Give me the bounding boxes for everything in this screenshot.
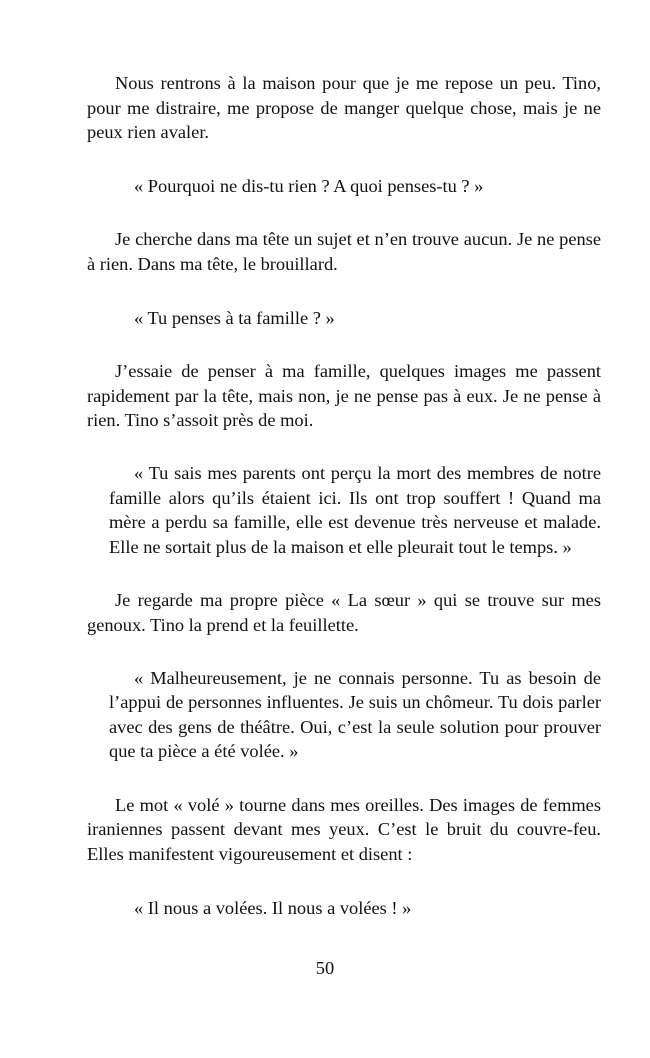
paragraph-3: J’essaie de penser à ma famille, quelques images me passent rapidement par la tête, mais non, je ne pense pas à eux. Je ne pense à rien. Tino s’assoit près de moi. bbox=[87, 361, 601, 431]
paragraph-1: Nous rentrons à la maison pour que je me repose un peu. Tino, pour me distraire, me propose de manger quelque chose, mais je ne peux rien avaler. bbox=[87, 73, 601, 143]
paragraph-5: Le mot « volé » tourne dans mes oreilles. Des images de femmes iraniennes passent devant mes yeux. C’est le bruit du couvre-feu. Elles manifestent vigoureusement et disent : bbox=[87, 794, 601, 865]
dialogue-line-3: « Il nous a volées. Il nous a volées ! » bbox=[134, 897, 412, 918]
dialogue-line-2: « Tu penses à ta famille ? » bbox=[134, 307, 335, 328]
page-number: 50 bbox=[315, 958, 335, 978]
dialogue-line-1: « Pourquoi ne dis-tu rien ? A quoi penses-tu ? » bbox=[134, 175, 484, 196]
paragraph-2: Je cherche dans ma tête un sujet et n’en trouve aucun. Je ne pense à rien. Dans ma tête, le brouillard. bbox=[87, 229, 601, 274]
quote-block-1: « Tu sais mes parents ont perçu la mort des membres de notre famille alors qu’ils étaient ici. Ils ont trop souffert ! Quand ma mère a perdu sa famille, elle est devenue très nerveuse et malade. Elle ne sortait plus de la maison et elle pleurait tout le temps. » bbox=[109, 462, 601, 557]
paragraph-4: Je regarde ma propre pièce « La sœur » qui se trouve sur mes genoux. Tino la prend et la feuillette. bbox=[87, 590, 601, 635]
body-text bbox=[87, 71, 601, 920]
quote-block-2: « Malheureusement, je ne connais personne. Tu as besoin de l’appui de personnes influentes. Je suis un chômeur. Tu dois parler avec des gens de théâtre. Oui, c’est la seule solution pour prouver que ta pièce a été volée. » bbox=[109, 667, 601, 762]
